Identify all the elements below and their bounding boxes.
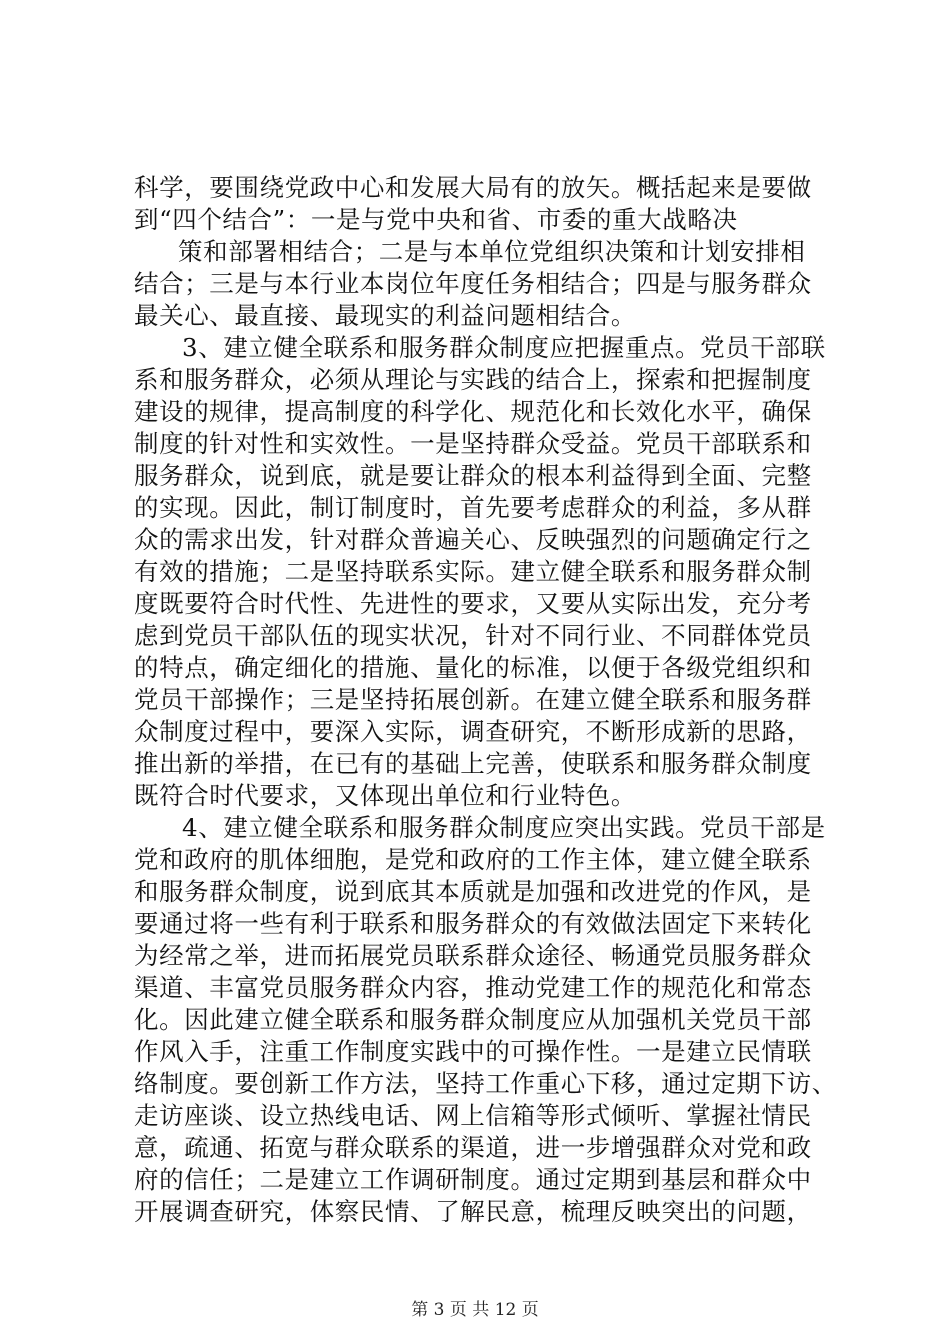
text-line: 虑到党员干部队伍的现实状况，针对不同行业、不同群体党员 xyxy=(134,621,812,650)
text-line: 意，疏通、拓宽与群众联系的渠道，进一步增强群众对党和政 xyxy=(134,1133,812,1162)
text-line: 和服务群众制度，说到底其本质就是加强和改进党的作风，是 xyxy=(134,877,812,906)
text-line: 建设的规律，提高制度的科学化、规范化和长效化水平，确保 xyxy=(134,397,812,426)
page-number-footer: 第 3 页 共 12 页 xyxy=(411,1300,539,1320)
text-line: 到“四个结合”：一是与党中央和省、市委的重大战略决 xyxy=(134,205,738,234)
text-line: 的实现。因此，制订制度时，首先要考虑群众的利益，多从群 xyxy=(134,493,812,522)
text-line: 走访座谈、设立热线电话、网上信箱等形式倾听、掌握社情民 xyxy=(134,1101,812,1130)
text-line: 作风入手，注重工作制度实践中的可操作性。一是建立民情联 xyxy=(134,1037,812,1066)
text-line: 众制度过程中，要深入实际，调查研究，不断形成新的思路， xyxy=(134,717,812,746)
text-line: 开展调查研究，体察民情、了解民意，梳理反映突出的问题， xyxy=(134,1197,812,1226)
text-line: 的特点，确定细化的措施、量化的标准，以便于各级党组织和 xyxy=(134,653,812,682)
text-line: 有效的措施；二是坚持联系实际。建立健全联系和服务群众制 xyxy=(134,557,812,586)
text-line: 络制度。要创新工作方法，坚持工作重心下移，通过定期下访、 xyxy=(134,1069,837,1098)
text-line: 府的信任；二是建立工作调研制度。通过定期到基层和群众中 xyxy=(134,1165,812,1194)
text-line: 系和服务群众，必须从理论与实践的结合上，探索和把握制度 xyxy=(134,365,812,394)
text-line: 策和部署相结合；二是与本单位党组织决策和计划安排相 xyxy=(178,237,806,266)
text-line: 为经常之举，进而拓展党员联系群众途径、畅通党员服务群众 xyxy=(134,941,812,970)
paragraph-4-heading-line: 4、建立健全联系和服务群众制度应突出实践。党员干部是 xyxy=(182,813,826,842)
paragraph-3-heading-line: 3、建立健全联系和服务群众制度应把握重点。党员干部联 xyxy=(182,333,826,362)
text-line: 最关心、最直接、最现实的利益问题相结合。 xyxy=(134,301,636,330)
text-line: 度既要符合时代性、先进性的要求，又要从实际出发，充分考 xyxy=(134,589,812,618)
document-body xyxy=(134,172,837,1228)
text-line: 结合；三是与本行业本岗位年度任务相结合；四是与服务群众 xyxy=(134,269,812,298)
text-line: 制度的针对性和实效性。一是坚持群众受益。党员干部联系和 xyxy=(134,429,812,458)
text-line: 众的需求出发，针对群众普遍关心、反映强烈的问题确定行之 xyxy=(134,525,812,554)
text-line: 化。因此建立健全联系和服务群众制度应从加强机关党员干部 xyxy=(134,1005,812,1034)
text-line: 推出新的举措，在已有的基础上完善，使联系和服务群众制度 xyxy=(134,749,812,778)
text-line: 既符合时代要求，又体现出单位和行业特色。 xyxy=(134,781,636,810)
text-line: 服务群众，说到底，就是要让群众的根本利益得到全面、完整 xyxy=(134,461,812,490)
text-line: 要通过将一些有利于联系和服务群众的有效做法固定下来转化 xyxy=(134,909,812,938)
text-line: 渠道、丰富党员服务群众内容，推动党建工作的规范化和常态 xyxy=(134,973,812,1002)
text-line: 科学，要围绕党政中心和发展大局有的放矢。概括起来是要做 xyxy=(134,173,812,202)
text-line: 党和政府的肌体细胞，是党和政府的工作主体，建立健全联系 xyxy=(134,845,812,874)
text-line: 党员干部操作；三是坚持拓展创新。在建立健全联系和服务群 xyxy=(134,685,812,714)
